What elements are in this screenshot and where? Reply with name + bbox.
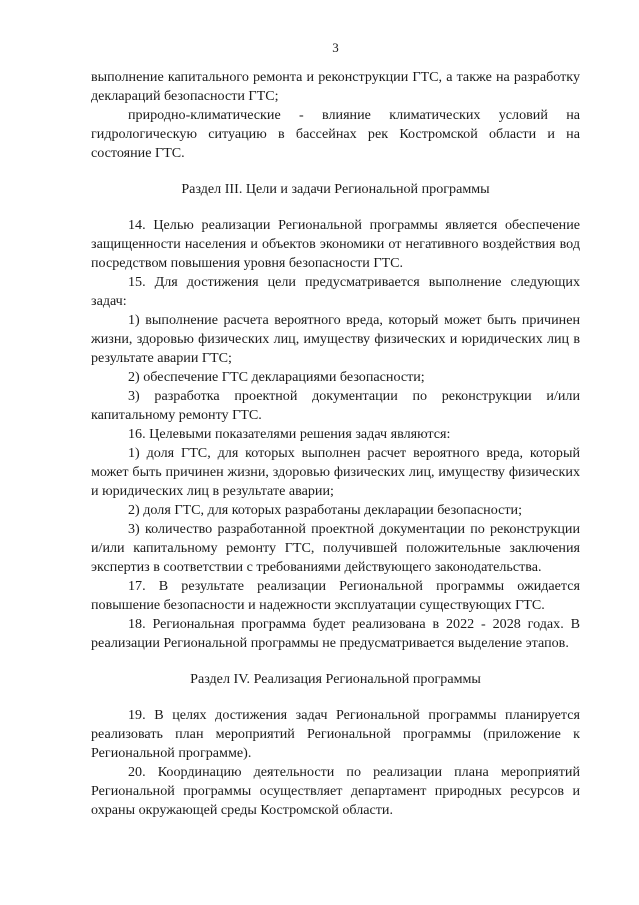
item-15: 15. Для достижения цели предусматривается выполнение следующих задач: bbox=[91, 274, 580, 309]
task-3: 3) разработка проектной документации по реконструкции и/или капитальному ремонту ГТС. bbox=[91, 388, 580, 423]
spacer bbox=[91, 199, 580, 216]
task-2: 2) обеспечение ГТС декларациями безопасности; bbox=[128, 369, 425, 385]
item-18: 18. Региональная программа будет реализована в 2022 - 2028 годах. В реализации Региональной программы не предусматривается выделение этапов. bbox=[91, 616, 580, 651]
indicator-1: 1) доля ГТС, для которых выполнен расчет вероятного вреда, который может быть причинен жизни, здоровью физических лиц, имуществу физических и юридических лиц в результате аварии; bbox=[91, 445, 580, 499]
page-number: 3 bbox=[332, 40, 339, 55]
task-1: 1) выполнение расчета вероятного вреда, который может быть причинен жизни, здоровью физических лиц, имуществу физических и юридических лиц в результате аварии ГТС; bbox=[91, 312, 580, 366]
indicator-3: 3) количество разработанной проектной документации по реконструкции и/или капитальному ремонту ГТС, получившей положительные заключения экспертиз в соответствии с требованиями действующего законодательства. bbox=[91, 521, 580, 575]
document-body bbox=[91, 68, 580, 820]
item-17: 17. В результате реализации Региональной программы ожидается повышение безопасности и надежности эксплуатации существующих ГТС. bbox=[91, 578, 580, 613]
spacer bbox=[91, 653, 580, 670]
item-14: 14. Целью реализации Региональной программы является обеспечение защищенности населения и объектов экономики от негативного воздействия вод посредством повышения уровня безопасности ГТС. bbox=[91, 217, 580, 271]
item-20: 20. Координацию деятельности по реализации плана мероприятий Региональной программы осуществляет департамент природных ресурсов и охраны окружающей среды Костромской области. bbox=[91, 764, 580, 818]
section-3-title: Раздел III. Цели и задачи Региональной программы bbox=[181, 181, 490, 197]
indicator-2: 2) доля ГТС, для которых разработаны декларации безопасности; bbox=[128, 502, 522, 518]
paragraph-top-2: природно-климатические - влияние климатических условий на гидрологическую ситуацию в бассейнах рек Костромской области и на состояние ГТС. bbox=[91, 107, 580, 161]
item-16: 16. Целевыми показателями решения задач являются: bbox=[128, 426, 451, 442]
spacer bbox=[91, 163, 580, 180]
section-4-title: Раздел IV. Реализация Региональной программы bbox=[190, 671, 481, 687]
paragraph-top-1: выполнение капитального ремонта и реконструкции ГТС, а также на разработку деклараций безопасности ГТС; bbox=[91, 69, 580, 104]
item-19: 19. В целях достижения задач Региональной программы планируется реализовать план мероприятий Региональной программы (приложение к Региональной программе). bbox=[91, 707, 580, 761]
spacer bbox=[91, 689, 580, 706]
